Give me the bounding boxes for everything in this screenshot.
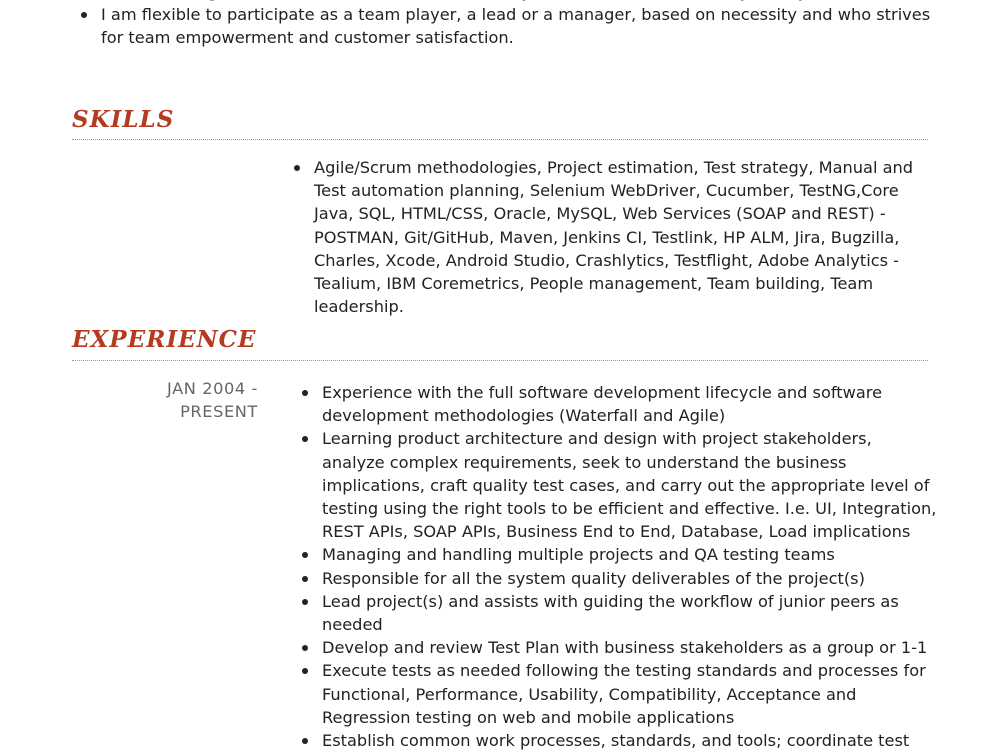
experience-item: Establish common work processes, standards, and tools; coordinate test [297,729,937,752]
experience-divider [72,360,928,361]
experience-item: Execute tests as needed following the testing standards and processes for Functional, Performance, Usability, Compatibility, Acceptance and Regression testing on web and mobile applications [297,659,937,729]
summary-list [76,0,936,50]
skills-heading: SKILLS [72,106,175,133]
experience-item: Develop and review Test Plan with business stakeholders as a group or 1-1 [297,636,937,659]
job-date-end: PRESENT [180,402,258,421]
skills-divider [72,139,928,140]
experience-item: Experience with the full software development lifecycle and software development methodologies (Waterfall and Agile) [297,381,937,427]
experience-list [297,381,937,752]
experience-item: Managing and handling multiple projects and QA testing teams [297,543,937,566]
experience-item: Lead project(s) and assists with guiding the workflow of junior peers as needed [297,590,937,636]
summary-item: I am flexible to participate as a team player, a lead or a manager, based on necessity and who strives for team empowerment and customer satisfaction. [76,3,936,49]
skills-list [289,156,939,318]
experience-heading: EXPERIENCE [72,326,257,353]
experience-item: Responsible for all the system quality deliverables of the project(s) [297,567,937,590]
job-date-start: JAN 2004 - [167,379,258,398]
skills-item: Agile/Scrum methodologies, Project estimation, Test strategy, Manual and Test automation planning, Selenium WebDriver, Cucumber, TestNG,Core Java, SQL, HTML/CSS, Oracle, MySQL, Web Services (SOAP and REST) - POSTMAN, Git/GitHub, Maven, Jenkins CI, Testlink, HP ALM, Jira, Bugzilla, Charles, Xcode, Android Studio, Crashlytics, Testflight, Adobe Analytics - Tealium, IBM Coremetrics, People management, Team building, Team leadership. [289,156,939,318]
experience-item: Learning product architecture and design with project stakeholders, analyze complex requirements, seek to understand the business implications, craft quality test cases, and carry out the appropriate level of testing using the right tools to be efficient and effective. I.e. UI, Integration, REST APIs, SOAP APIs, Business End to End, Database, Load implications [297,427,937,543]
